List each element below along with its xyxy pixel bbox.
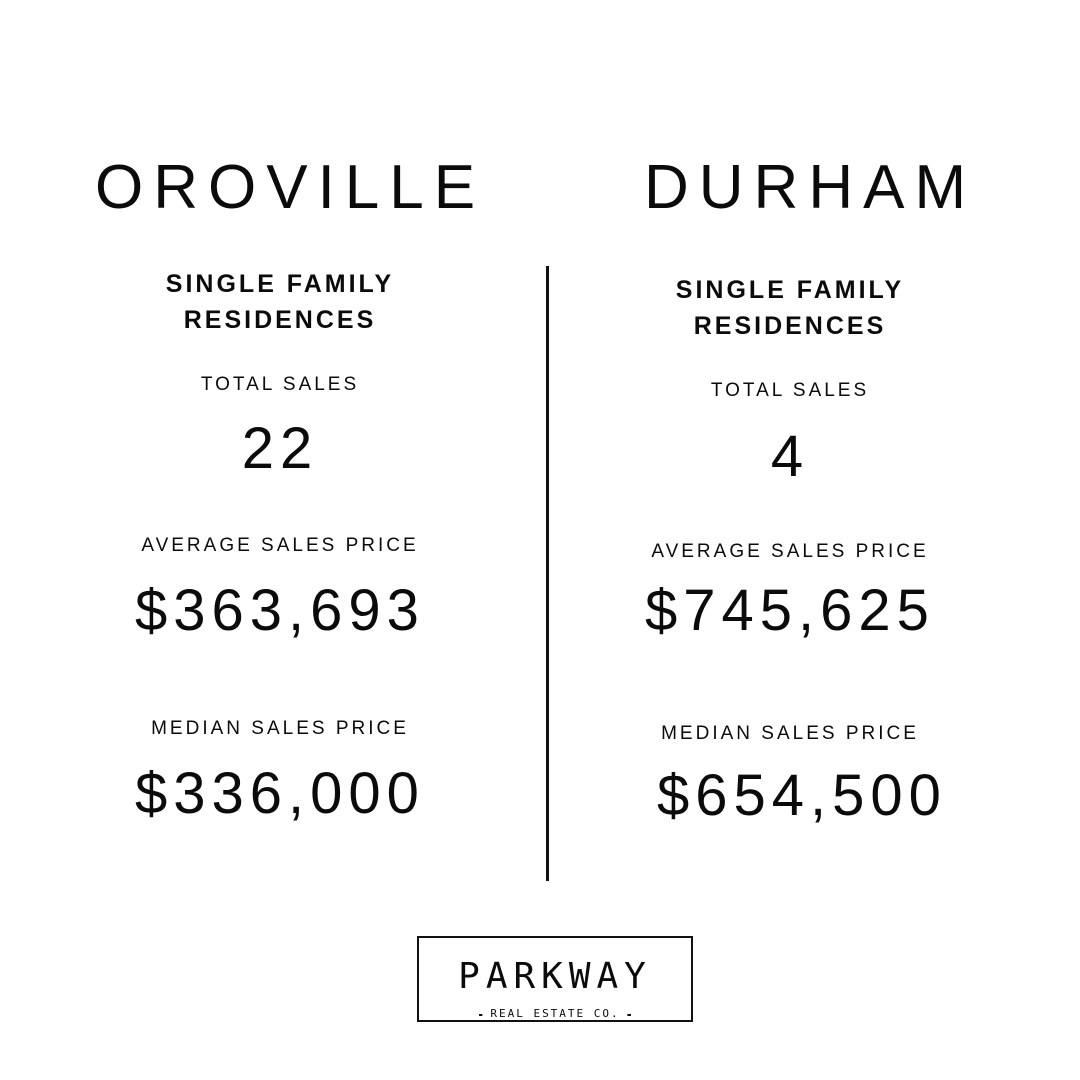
section-heading-line1: SINGLE FAMILY	[675, 276, 905, 304]
city-title-durham: DURHAM	[644, 153, 977, 222]
total-sales-value: 22	[241, 416, 319, 481]
average-sales-price-label: AVERAGE SALES PRICE	[141, 535, 419, 556]
section-heading	[80, 266, 480, 338]
total-sales-label: TOTAL SALES	[200, 374, 360, 395]
median-sales-price-value: $654,500	[657, 763, 947, 828]
logo-name: PARKWAY	[458, 956, 652, 997]
section-heading-line1: SINGLE FAMILY	[165, 270, 395, 298]
section-heading	[590, 272, 990, 344]
logo-tagline: REAL ESTATE CO.	[482, 1007, 627, 1020]
median-sales-price-value: $336,000	[135, 761, 425, 826]
city-title-oroville: OROVILLE	[95, 153, 486, 222]
total-sales-label: TOTAL SALES	[710, 380, 870, 401]
median-sales-price-label: MEDIAN SALES PRICE	[151, 718, 409, 739]
section-heading-line2: RESIDENCES	[693, 312, 887, 340]
median-sales-price-label: MEDIAN SALES PRICE	[661, 723, 919, 744]
parkway-logo	[417, 936, 693, 1022]
average-sales-price-value: $363,693	[135, 578, 425, 643]
total-sales-value: 4	[770, 424, 810, 489]
average-sales-price-label: AVERAGE SALES PRICE	[651, 541, 929, 562]
section-heading-line2: RESIDENCES	[183, 306, 377, 334]
column-divider	[546, 266, 549, 881]
average-sales-price-value: $745,625	[645, 578, 935, 643]
